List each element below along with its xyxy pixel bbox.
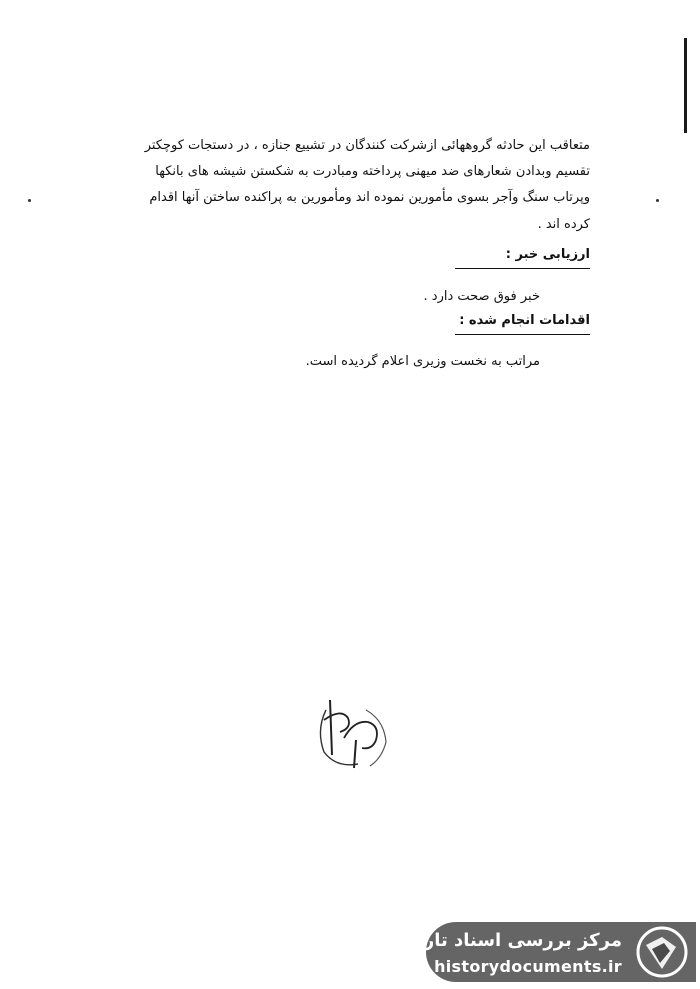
evaluation-heading: ارزیابی خبر : xyxy=(505,247,590,262)
scan-speck xyxy=(28,199,31,202)
paragraph-line-2: تقسیم وبدادن شعارهای ضد میهنی پرداخته ومبادرت به شکستن شیشه های بانکها xyxy=(155,164,590,179)
watermark-title: مرکز بررسی اسناد تاریخی xyxy=(385,930,622,951)
actions-text: مراتب به نخست وزیری اعلام گردیده است. xyxy=(305,354,540,369)
paragraph-line-1: متعاقب این حادثه گروههائی ازشرکت کنندگان در تشییع جنازه ، در دستجات کوچکتر xyxy=(144,138,590,153)
actions-heading: اقدامات انجام شده : xyxy=(459,313,590,328)
actions-heading-underline xyxy=(455,334,590,335)
archive-logo-icon xyxy=(636,925,688,979)
evaluation-heading-underline xyxy=(455,268,590,269)
handwritten-signature xyxy=(296,680,396,775)
paragraph-line-3: وپرتاب سنگ وآجر بسوی مأمورین نموده اند ومأمورین به پراکنده ساختن آنها اقدام xyxy=(149,190,590,205)
watermark-url: historydocuments.ir xyxy=(434,957,622,976)
paragraph-line-4: کرده اند . xyxy=(537,217,590,232)
evaluation-text: خبر فوق صحت دارد . xyxy=(423,289,540,304)
scan-speck xyxy=(656,199,659,202)
scan-edge-line xyxy=(684,38,687,133)
